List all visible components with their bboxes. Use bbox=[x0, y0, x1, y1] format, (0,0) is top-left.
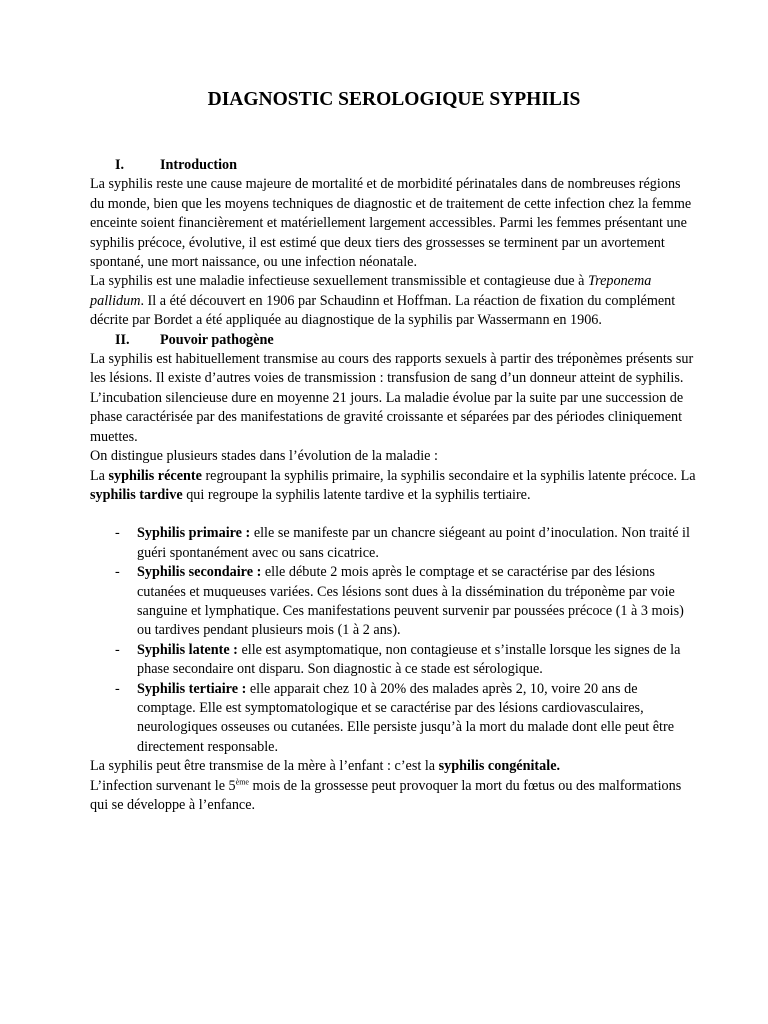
list-item bbox=[90, 641, 698, 680]
section-heading-introduction bbox=[90, 156, 698, 175]
section-label: Pouvoir pathogène bbox=[160, 331, 274, 348]
stage-term: Syphilis latente : bbox=[137, 641, 238, 658]
pathogen-paragraph-4 bbox=[90, 467, 698, 506]
list-item bbox=[90, 524, 698, 563]
congenital-paragraph bbox=[90, 757, 698, 776]
stage-term: Syphilis primaire : bbox=[137, 525, 251, 542]
text-run: La syphilis est une maladie infectieuse sexuellement transmissible et contagieuse due à bbox=[90, 273, 588, 290]
stage-term: Syphilis secondaire : bbox=[137, 564, 262, 581]
bold-term: syphilis tardive bbox=[90, 486, 183, 503]
pathogen-paragraph-2: L’incubation silencieuse dure en moyenne 21 jours. La maladie évolue par la suite par une succession de phase caractérisée par des manifestations de gravité croissante et séparées par des périodes cliniquement muettes. bbox=[90, 389, 684, 445]
list-item bbox=[90, 563, 698, 641]
text-run: L’infection survenant le 5 bbox=[90, 777, 236, 794]
section-number: II. bbox=[115, 331, 130, 348]
stage-text: elle débute 2 mois après le comptage et se caractérise par des lésions cutanées et muqueuses variées. Ces lésions sont dues à la dissémination du tréponème par voie sanguine et lymphatique. Ces manifestations peuvent survenir par poussées précoce (1 à 3 mois) ou tardives pendant plusieurs mois (1 à 2 ans). bbox=[137, 564, 684, 639]
bold-term: syphilis récente bbox=[108, 467, 202, 484]
text-run: mois de la grossesse peut provoquer la mort du fœtus ou des malformations qui se développe à l’enfance. bbox=[90, 777, 682, 813]
dash-bullet: - bbox=[115, 564, 120, 581]
dash-bullet: - bbox=[115, 680, 120, 697]
pathogen-paragraph-3: On distingue plusieurs stades dans l’évolution de la maladie : bbox=[90, 448, 438, 465]
stage-text: elle est asymptomatique, non contagieuse et s’installe lorsque les signes de la phase secondaire ont disparu. Son diagnostic à ce stade est sérologique. bbox=[137, 641, 681, 678]
infection-paragraph bbox=[90, 777, 698, 816]
stage-text: elle se manifeste par un chancre siégeant au point d’inoculation. Non traité il guéri spontanément avec ou sans cicatrice. bbox=[137, 525, 690, 561]
text-run: . Il a été découvert en 1906 par Schaudinn et Hoffman. La réaction de fixation du complément décrite par Bordet a été appliquée au diagnostique de la syphilis par Wassermann en 1906. bbox=[90, 292, 676, 329]
pathogen-paragraph-1: La syphilis est habituellement transmise au cours des rapports sexuels à partir des tréponèmes présents sur les lésions. Il existe d’autres voies de transmission : transfusion de sang d’un donneur atteint de syphilis. bbox=[90, 351, 694, 387]
page-title: DIAGNOSTIC SEROLOGIQUE SYPHILIS bbox=[207, 89, 581, 110]
stages-list bbox=[90, 524, 698, 757]
spacer bbox=[90, 505, 698, 524]
bold-term: syphilis congénitale. bbox=[438, 758, 561, 775]
section-label: Introduction bbox=[160, 157, 237, 173]
text-run: regroupant la syphilis primaire, la syphilis secondaire et la syphilis latente précoce. La bbox=[201, 467, 696, 484]
species-name: Treponema pallidum bbox=[90, 273, 652, 309]
stage-term: Syphilis tertiaire : bbox=[137, 680, 247, 697]
intro-paragraph-2 bbox=[90, 272, 698, 330]
section-number: I. bbox=[115, 157, 125, 173]
stage-text: elle apparait chez 10 à 20% des malades après 2, 10, voire 20 ans de comptage. Elle est symptomatologique et se caractérise par des lésions cardiovasculaires, neurologiques osseuses ou cutanées. Elle persiste jusqu’à la mort du malade dont elle peut être directement responsable. bbox=[137, 680, 674, 755]
section-heading-pouvoir-pathogene bbox=[90, 331, 698, 350]
dash-bullet: - bbox=[115, 525, 120, 542]
text-run: La syphilis peut être transmise de la mère à l’enfant : c’est la bbox=[90, 758, 439, 775]
superscript: ème bbox=[235, 776, 249, 786]
text-run: La bbox=[90, 467, 109, 484]
dash-bullet: - bbox=[115, 641, 120, 658]
text-run: qui regroupe la syphilis latente tardive et la syphilis tertiaire. bbox=[182, 486, 531, 503]
intro-paragraph-1: La syphilis reste une cause majeure de mortalité et de morbidité périnatales dans de nombreuses régions du monde, bien que les moyens techniques de diagnostic et de traitement de cette infection chez la femme enceinte soient financièrement et matériellement largement accessibles. Parmi les femmes présentant une syphilis précoce, évolutive, il est estimé que deux tiers des grossesses se terminent par un avortement spontané, une mort naissance, ou une infection néonatale. bbox=[90, 176, 692, 271]
list-item bbox=[90, 680, 698, 758]
